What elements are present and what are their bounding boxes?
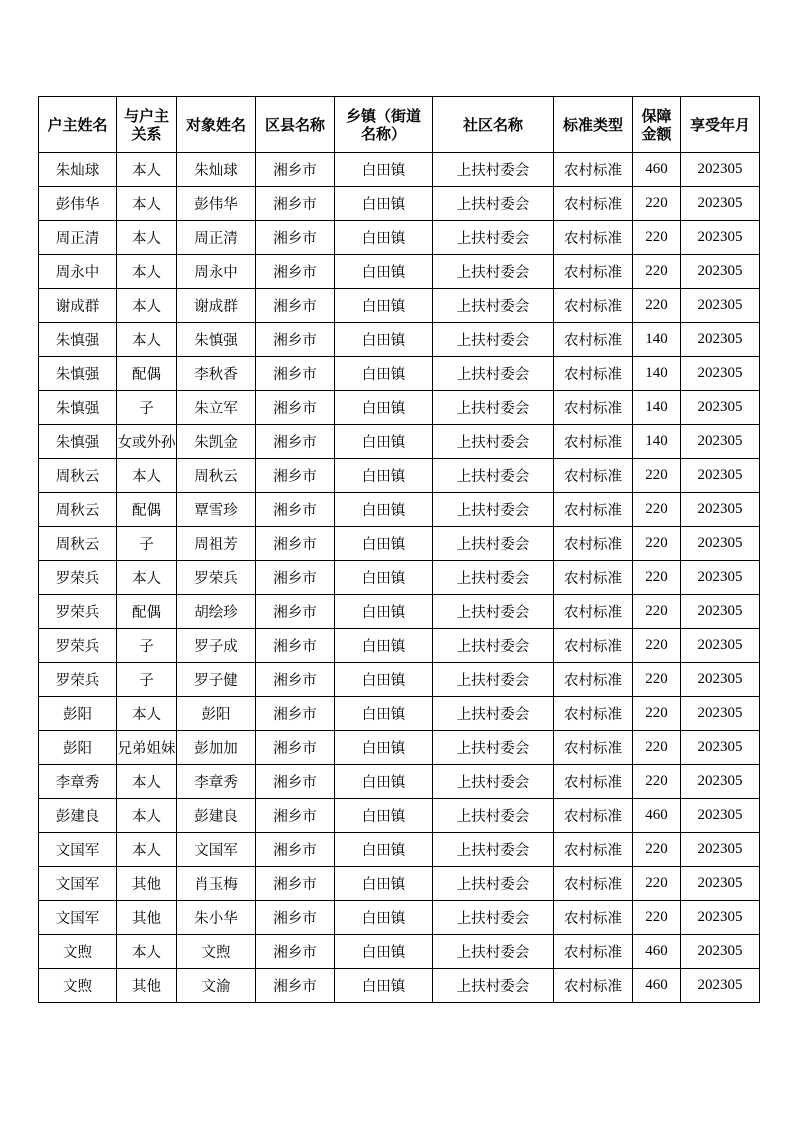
amount-cell: 460 (633, 153, 681, 187)
standard-type-cell: 农村标准 (554, 901, 633, 935)
recipient-name-cell: 朱立军 (177, 391, 256, 425)
month-cell: 202305 (681, 561, 760, 595)
table-row (39, 663, 760, 697)
standard-type-cell: 农村标准 (554, 765, 633, 799)
township-cell: 白田镇 (335, 357, 433, 391)
header-label: 与户主 (123, 106, 169, 125)
month-cell: 202305 (681, 765, 760, 799)
table-row (39, 187, 760, 221)
county-cell: 湘乡市 (256, 867, 335, 901)
month-cell: 202305 (681, 425, 760, 459)
county-cell: 湘乡市 (256, 255, 335, 289)
household-head-cell: 李章秀 (39, 765, 117, 799)
standard-type-cell: 农村标准 (554, 425, 633, 459)
amount-cell: 220 (633, 901, 681, 935)
header-label: 金额 (641, 124, 672, 143)
household-head-cell: 朱慎强 (39, 425, 117, 459)
community-header (433, 97, 554, 153)
recipient-name-cell: 周正清 (177, 221, 256, 255)
assistance-table (38, 96, 760, 1003)
standard-type-cell: 农村标准 (554, 493, 633, 527)
recipient-name-cell: 彭加加 (177, 731, 256, 765)
community-cell: 上扶村委会 (433, 867, 554, 901)
recipient-name-cell: 罗子成 (177, 629, 256, 663)
household-head-cell: 周秋云 (39, 459, 117, 493)
recipient-name-cell: 覃雪珍 (177, 493, 256, 527)
county-cell: 湘乡市 (256, 153, 335, 187)
relation-cell: 本人 (117, 221, 177, 255)
relation-cell: 本人 (117, 289, 177, 323)
township-cell: 白田镇 (335, 255, 433, 289)
township-cell: 白田镇 (335, 799, 433, 833)
community-cell: 上扶村委会 (433, 935, 554, 969)
township-cell: 白田镇 (335, 391, 433, 425)
amount-cell: 140 (633, 391, 681, 425)
township-cell: 白田镇 (335, 153, 433, 187)
recipient-name-cell: 肖玉梅 (177, 867, 256, 901)
county-cell: 湘乡市 (256, 493, 335, 527)
table-row (39, 391, 760, 425)
standard-type-cell: 农村标准 (554, 289, 633, 323)
relation-cell: 女或外孙 (117, 425, 177, 459)
recipient-name-cell: 彭建良 (177, 799, 256, 833)
household-head-cell: 朱慎强 (39, 391, 117, 425)
standard-type-cell: 农村标准 (554, 833, 633, 867)
table-body (39, 153, 760, 1003)
month-cell: 202305 (681, 833, 760, 867)
household-head-cell: 文煦 (39, 969, 117, 1003)
community-cell: 上扶村委会 (433, 323, 554, 357)
community-cell: 上扶村委会 (433, 221, 554, 255)
amount-cell: 220 (633, 221, 681, 255)
amount-cell: 220 (633, 561, 681, 595)
standard-type-cell: 农村标准 (554, 935, 633, 969)
recipient-name-cell: 罗荣兵 (177, 561, 256, 595)
county-cell: 湘乡市 (256, 765, 335, 799)
month-cell: 202305 (681, 663, 760, 697)
community-cell: 上扶村委会 (433, 357, 554, 391)
household-head-cell: 罗荣兵 (39, 663, 117, 697)
county-cell: 湘乡市 (256, 527, 335, 561)
community-cell: 上扶村委会 (433, 697, 554, 731)
table-row (39, 833, 760, 867)
amount-cell: 140 (633, 425, 681, 459)
county-cell: 湘乡市 (256, 969, 335, 1003)
header-label: 乡镇（街道 (345, 106, 421, 125)
recipient-name-cell: 谢成群 (177, 289, 256, 323)
township-cell: 白田镇 (335, 493, 433, 527)
amount-cell: 460 (633, 969, 681, 1003)
county-cell: 湘乡市 (256, 187, 335, 221)
amount-cell: 140 (633, 357, 681, 391)
table-row (39, 765, 760, 799)
recipient-name-cell: 朱凯金 (177, 425, 256, 459)
community-cell: 上扶村委会 (433, 833, 554, 867)
community-cell: 上扶村委会 (433, 391, 554, 425)
relation-cell: 本人 (117, 323, 177, 357)
table-row (39, 629, 760, 663)
header-label: 对象姓名 (185, 115, 246, 134)
standard-type-cell: 农村标准 (554, 221, 633, 255)
month-cell: 202305 (681, 867, 760, 901)
table-row (39, 289, 760, 323)
month-cell: 202305 (681, 459, 760, 493)
community-cell: 上扶村委会 (433, 153, 554, 187)
township-cell: 白田镇 (335, 935, 433, 969)
standard-type-cell: 农村标准 (554, 391, 633, 425)
month-cell: 202305 (681, 629, 760, 663)
household-head-cell: 彭阳 (39, 697, 117, 731)
amount-cell: 220 (633, 629, 681, 663)
township-cell: 白田镇 (335, 901, 433, 935)
table-row (39, 425, 760, 459)
table-row (39, 935, 760, 969)
recipient-name-cell: 朱小华 (177, 901, 256, 935)
household-head-cell: 周正清 (39, 221, 117, 255)
relation-cell: 本人 (117, 187, 177, 221)
standard-type-cell: 农村标准 (554, 731, 633, 765)
household-head-cell: 周永中 (39, 255, 117, 289)
amount-cell: 220 (633, 595, 681, 629)
county-cell: 湘乡市 (256, 901, 335, 935)
standard-type-cell: 农村标准 (554, 697, 633, 731)
township-cell: 白田镇 (335, 663, 433, 697)
county-cell: 湘乡市 (256, 833, 335, 867)
table-row (39, 527, 760, 561)
township-cell: 白田镇 (335, 595, 433, 629)
community-cell: 上扶村委会 (433, 765, 554, 799)
amount-cell: 220 (633, 731, 681, 765)
standard-type-cell: 农村标准 (554, 527, 633, 561)
standard-type-cell: 农村标准 (554, 561, 633, 595)
standard-type-cell: 农村标准 (554, 323, 633, 357)
recipient-name-cell: 罗子健 (177, 663, 256, 697)
amount-cell: 220 (633, 867, 681, 901)
table-row (39, 595, 760, 629)
month-cell: 202305 (681, 255, 760, 289)
township-cell: 白田镇 (335, 969, 433, 1003)
relation-cell: 其他 (117, 901, 177, 935)
month-cell: 202305 (681, 493, 760, 527)
relation-cell: 配偶 (117, 493, 177, 527)
county-header (256, 97, 335, 153)
township-cell: 白田镇 (335, 459, 433, 493)
community-cell: 上扶村委会 (433, 595, 554, 629)
township-cell: 白田镇 (335, 765, 433, 799)
community-cell: 上扶村委会 (433, 731, 554, 765)
amount-cell: 460 (633, 799, 681, 833)
recipient-name-cell: 朱灿球 (177, 153, 256, 187)
month-cell: 202305 (681, 731, 760, 765)
community-cell: 上扶村委会 (433, 969, 554, 1003)
household-head-cell: 罗荣兵 (39, 561, 117, 595)
relation-cell: 子 (117, 527, 177, 561)
county-cell: 湘乡市 (256, 391, 335, 425)
county-cell: 湘乡市 (256, 731, 335, 765)
month-cell: 202305 (681, 187, 760, 221)
household-head-cell: 周秋云 (39, 527, 117, 561)
table-row (39, 153, 760, 187)
relation-cell: 本人 (117, 153, 177, 187)
table-row (39, 221, 760, 255)
recipient-name-cell: 周永中 (177, 255, 256, 289)
month-cell: 202305 (681, 799, 760, 833)
household-head-cell: 彭阳 (39, 731, 117, 765)
relation-cell: 本人 (117, 697, 177, 731)
amount-cell: 220 (633, 833, 681, 867)
month-cell: 202305 (681, 595, 760, 629)
relation-cell: 兄弟姐妹 (117, 731, 177, 765)
recipient-name-cell: 李章秀 (177, 765, 256, 799)
amount-cell: 220 (633, 527, 681, 561)
amount-cell: 220 (633, 459, 681, 493)
recipient-name-cell: 胡绘珍 (177, 595, 256, 629)
amount-cell: 220 (633, 697, 681, 731)
township-cell: 白田镇 (335, 731, 433, 765)
household-head-cell: 彭建良 (39, 799, 117, 833)
household-head-cell: 文国军 (39, 867, 117, 901)
community-cell: 上扶村委会 (433, 561, 554, 595)
community-cell: 上扶村委会 (433, 289, 554, 323)
household-head-header (39, 97, 117, 153)
relation-cell: 其他 (117, 867, 177, 901)
table-row (39, 799, 760, 833)
recipient-name-cell: 李秋香 (177, 357, 256, 391)
standard-type-cell: 农村标准 (554, 663, 633, 697)
relation-cell: 本人 (117, 833, 177, 867)
recipient-name-cell: 周祖芳 (177, 527, 256, 561)
standard-type-cell: 农村标准 (554, 187, 633, 221)
township-cell: 白田镇 (335, 833, 433, 867)
recipient-name-cell: 文国军 (177, 833, 256, 867)
recipient-name-cell: 周秋云 (177, 459, 256, 493)
header-label: 保障 (641, 106, 672, 125)
relation-cell: 子 (117, 391, 177, 425)
table-row (39, 697, 760, 731)
month-cell: 202305 (681, 289, 760, 323)
month-cell: 202305 (681, 901, 760, 935)
county-cell: 湘乡市 (256, 629, 335, 663)
table-row (39, 459, 760, 493)
standard-type-cell: 农村标准 (554, 595, 633, 629)
relation-cell: 本人 (117, 935, 177, 969)
township-cell: 白田镇 (335, 629, 433, 663)
header-label: 户主姓名 (47, 115, 108, 134)
table-row (39, 323, 760, 357)
community-cell: 上扶村委会 (433, 901, 554, 935)
month-cell: 202305 (681, 935, 760, 969)
standard-type-cell: 农村标准 (554, 153, 633, 187)
household-head-cell: 彭伟华 (39, 187, 117, 221)
household-head-cell: 文国军 (39, 901, 117, 935)
county-cell: 湘乡市 (256, 663, 335, 697)
county-cell: 湘乡市 (256, 459, 335, 493)
standard-type-cell: 农村标准 (554, 357, 633, 391)
amount-cell: 220 (633, 289, 681, 323)
relation-cell: 子 (117, 629, 177, 663)
table-row (39, 357, 760, 391)
amount-cell: 220 (633, 187, 681, 221)
standard-type-cell: 农村标准 (554, 255, 633, 289)
table-row (39, 493, 760, 527)
header-label: 名称） (360, 124, 406, 143)
standard-type-cell: 农村标准 (554, 629, 633, 663)
township-cell: 白田镇 (335, 867, 433, 901)
relation-cell: 配偶 (117, 595, 177, 629)
table-row (39, 255, 760, 289)
month-cell: 202305 (681, 969, 760, 1003)
standard-type-cell: 农村标准 (554, 459, 633, 493)
household-head-cell: 罗荣兵 (39, 629, 117, 663)
header-label: 享受年月 (689, 115, 750, 134)
household-head-cell: 罗荣兵 (39, 595, 117, 629)
header-label: 区县名称 (264, 115, 325, 134)
county-cell: 湘乡市 (256, 697, 335, 731)
relation-cell: 本人 (117, 765, 177, 799)
township-cell: 白田镇 (335, 323, 433, 357)
community-cell: 上扶村委会 (433, 663, 554, 697)
table-row (39, 901, 760, 935)
community-cell: 上扶村委会 (433, 493, 554, 527)
header-label: 标准类型 (562, 115, 623, 134)
community-cell: 上扶村委会 (433, 527, 554, 561)
amount-cell: 220 (633, 663, 681, 697)
county-cell: 湘乡市 (256, 425, 335, 459)
township-cell: 白田镇 (335, 425, 433, 459)
standard-type-cell: 农村标准 (554, 867, 633, 901)
township-cell: 白田镇 (335, 289, 433, 323)
amount-cell: 460 (633, 935, 681, 969)
relation-cell: 本人 (117, 459, 177, 493)
standard-type-cell: 农村标准 (554, 799, 633, 833)
recipient-name-cell: 朱慎强 (177, 323, 256, 357)
amount-header (633, 97, 681, 153)
household-head-cell: 朱慎强 (39, 357, 117, 391)
community-cell: 上扶村委会 (433, 425, 554, 459)
community-cell: 上扶村委会 (433, 629, 554, 663)
header-label: 社区名称 (462, 115, 523, 134)
table-row (39, 867, 760, 901)
community-cell: 上扶村委会 (433, 799, 554, 833)
amount-cell: 220 (633, 255, 681, 289)
month-cell: 202305 (681, 527, 760, 561)
county-cell: 湘乡市 (256, 323, 335, 357)
relation-cell: 本人 (117, 255, 177, 289)
township-cell: 白田镇 (335, 527, 433, 561)
household-head-cell: 文煦 (39, 935, 117, 969)
household-head-cell: 文国军 (39, 833, 117, 867)
month-cell: 202305 (681, 323, 760, 357)
table-row (39, 969, 760, 1003)
household-head-cell: 朱慎强 (39, 323, 117, 357)
county-cell: 湘乡市 (256, 935, 335, 969)
header-row (39, 97, 760, 153)
relation-cell: 本人 (117, 561, 177, 595)
table-row (39, 731, 760, 765)
county-cell: 湘乡市 (256, 561, 335, 595)
county-cell: 湘乡市 (256, 221, 335, 255)
month-cell: 202305 (681, 391, 760, 425)
relation-header (117, 97, 177, 153)
month-cell: 202305 (681, 357, 760, 391)
amount-cell: 220 (633, 493, 681, 527)
household-head-cell: 谢成群 (39, 289, 117, 323)
table-row (39, 561, 760, 595)
relation-cell: 其他 (117, 969, 177, 1003)
relation-cell: 配偶 (117, 357, 177, 391)
relation-cell: 本人 (117, 799, 177, 833)
county-cell: 湘乡市 (256, 357, 335, 391)
month-header (681, 97, 760, 153)
standard-type-header (554, 97, 633, 153)
community-cell: 上扶村委会 (433, 187, 554, 221)
county-cell: 湘乡市 (256, 595, 335, 629)
household-head-cell: 朱灿球 (39, 153, 117, 187)
household-head-cell: 周秋云 (39, 493, 117, 527)
month-cell: 202305 (681, 153, 760, 187)
month-cell: 202305 (681, 221, 760, 255)
header-label: 关系 (131, 124, 162, 143)
township-cell: 白田镇 (335, 561, 433, 595)
township-cell: 白田镇 (335, 697, 433, 731)
recipient-name-cell: 彭伟华 (177, 187, 256, 221)
relation-cell: 子 (117, 663, 177, 697)
recipient-name-header (177, 97, 256, 153)
amount-cell: 140 (633, 323, 681, 357)
recipient-name-cell: 彭阳 (177, 697, 256, 731)
township-cell: 白田镇 (335, 187, 433, 221)
community-cell: 上扶村委会 (433, 255, 554, 289)
month-cell: 202305 (681, 697, 760, 731)
recipient-name-cell: 文渝 (177, 969, 256, 1003)
standard-type-cell: 农村标准 (554, 969, 633, 1003)
amount-cell: 220 (633, 765, 681, 799)
township-header (335, 97, 433, 153)
county-cell: 湘乡市 (256, 289, 335, 323)
recipient-name-cell: 文煦 (177, 935, 256, 969)
county-cell: 湘乡市 (256, 799, 335, 833)
township-cell: 白田镇 (335, 221, 433, 255)
community-cell: 上扶村委会 (433, 459, 554, 493)
